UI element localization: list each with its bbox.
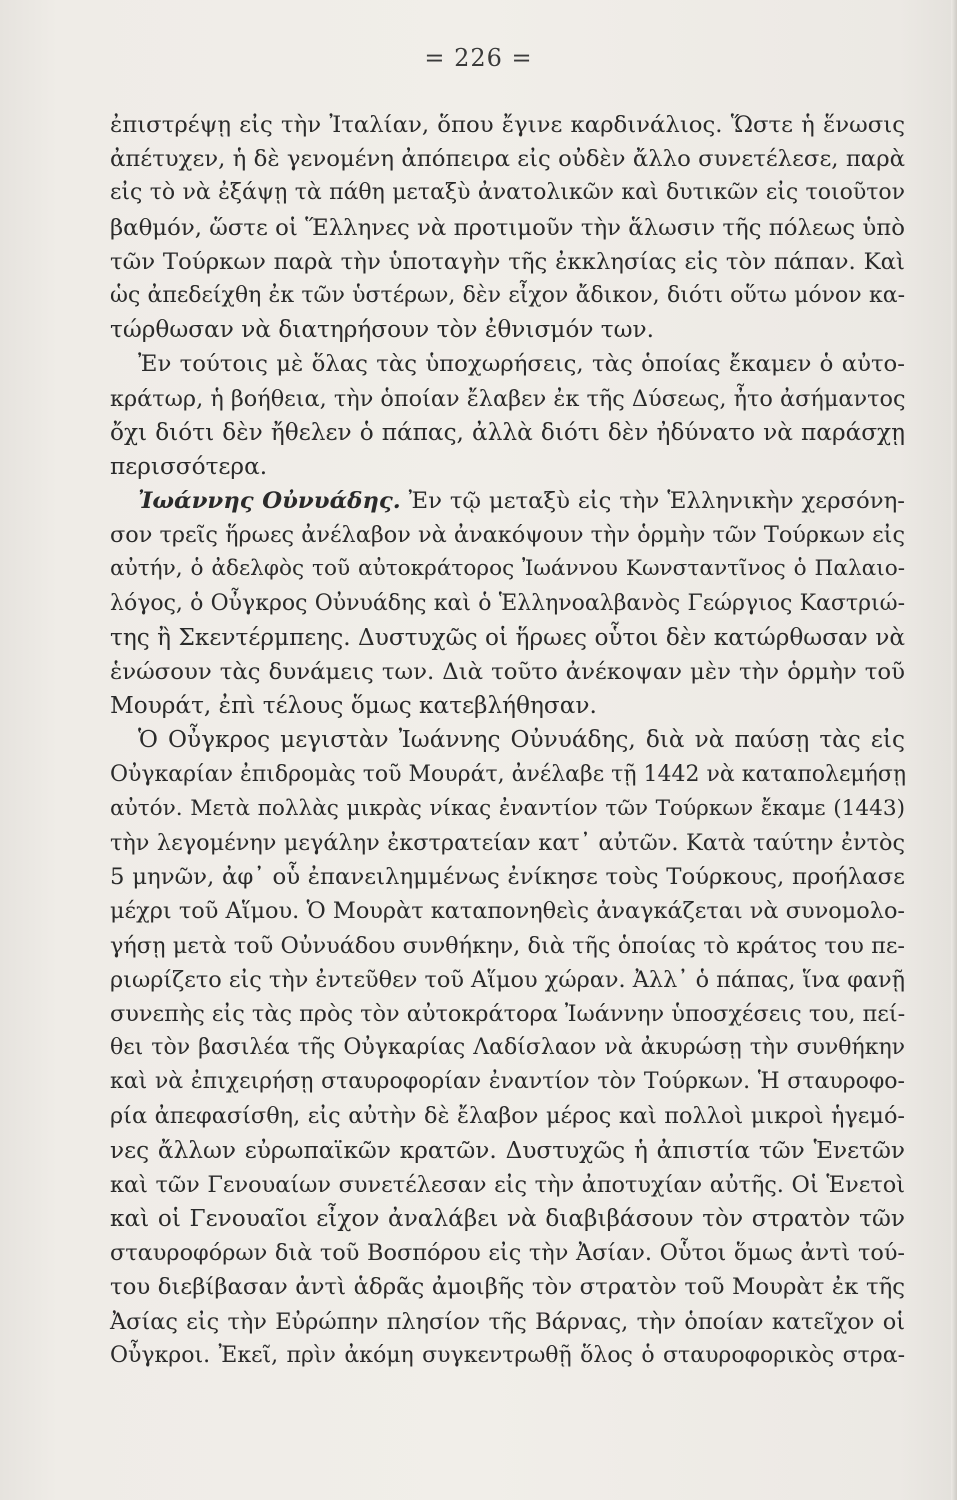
text-line: ρία ἀπεφασίσθη, εἰς αὐτὴν δὲ ἔλαβον μέρος καὶ πολλοὶ μικροὶ ἡγεμό-	[110, 1103, 905, 1130]
text-line: θει τὸν βασιλέα τῆς Οὐγκαρίας Λαδίσλαον νὰ ἀκυρώσῃ τὴν συνθήκην	[110, 1035, 905, 1061]
text-line: τὴν λεγομένην μεγάλην ἐκστρατείαν κατ᾽ αὐτῶν. Κατὰ ταύτην ἐντὸς	[110, 829, 905, 856]
text-line: λόγος, ὁ Οὖγκρος Οὐνυάδης καὶ ὁ Ἑλληνοαλβανὸς Γεώργιος Καστριώ-	[110, 590, 905, 616]
text-line	[110, 484, 905, 518]
text-line: Οὐγκαρίαν ἐπιδρομὰς τοῦ Μουράτ, ἀνέλαβε τῇ 1442 νὰ καταπολεμήσῃ	[110, 761, 907, 787]
text-line: καὶ τῶν Γενουαίων συνετέλεσαν εἰς τὴν ἀποτυχίαν αὐτῆς. Οἱ Ἑνετοὶ	[110, 1171, 905, 1198]
text-line: ἑνώσουν τὰς δυνάμεις των. Διὰ τοῦτο ἀνέκοψαν μὲν τὴν ὁρμὴν τοῦ	[110, 659, 905, 685]
body-text	[110, 108, 905, 1373]
text-line: εἰς τὸ νὰ ἐξάψῃ τὰ πάθη μεταξὺ ἀνατολικῶν καὶ δυτικῶν εἰς τοιοῦτον	[110, 180, 905, 206]
text-line: ὄχι διότι δὲν ἤθελεν ὁ πάπας, ἀλλὰ διότι δὲν ἠδύνατο νὰ παράσχῃ	[110, 418, 905, 446]
text-line: καὶ νὰ ἐπιχειρήσῃ σταυροφορίαν ἐναντίον τὸν Τούρκων. Ἡ σταυροφο-	[110, 1069, 905, 1095]
text-line: βαθμόν, ὥστε οἱ Ἕλληνες νὰ προτιμοῦν τὴν ἅλωσιν τῆς πόλεως ὑπὸ	[110, 214, 905, 241]
section-heading: Ἰωάννης Οὐνυάδης.	[138, 488, 401, 515]
page-number: = 226 =	[424, 44, 533, 72]
text-line: 5 μηνῶν, ἀφ᾽ οὗ ἐπανειλημμένως ἐνίκησε τοὺς Τούρκους, προήλασε	[110, 864, 905, 891]
text-line: ἐπιστρέψῃ εἰς τὴν Ἰταλίαν, ὅπου ἔγινε καρδινάλιος. Ὥστε ἡ ἕνωσις	[110, 112, 905, 138]
text-line: Ἀσίας εἰς τὴν Εὐρώπην πλησίον τῆς Βάρνας, τὴν ὁποίαν κατεῖχον οἱ	[110, 1308, 905, 1335]
text-line: μέχρι τοῦ Αἵμου. Ὁ Μουρὰτ καταπονηθεὶς ἀναγκάζεται νὰ συνομολο-	[110, 898, 905, 925]
text-line: ἀπέτυχεν, ἡ δὲ γενομένη ἀπόπειρα εἰς οὐδὲν ἄλλο συνετέλεσε, παρὰ	[110, 146, 905, 173]
text-line: του διεβίβασαν ἀντὶ ἁδρᾶς ἀμοιβῆς τὸν στρατὸν τοῦ Μουρὰτ ἐκ τῆς	[110, 1274, 905, 1301]
text-line: Μουράτ, ἐπὶ τέλους ὅμως κατεβλήθησαν.	[110, 692, 597, 720]
text-line: ὡς ἀπεδείχθη ἐκ τῶν ὑστέρων, δὲν εἶχον ἄδικον, διότι οὕτω μόνον κα-	[110, 282, 905, 308]
text-line: τῶν Τούρκων παρὰ τὴν ὑποταγὴν τῆς ἐκκλησίας εἰς τὸν πάπαν. Καὶ	[110, 248, 905, 275]
page-edge	[951, 0, 957, 1500]
text-line: σταυροφόρων διὰ τοῦ Βοσπόρου εἰς τὴν Ἀσίαν. Οὗτοι ὅμως ἀντὶ τού-	[110, 1240, 905, 1267]
text-line: σον τρεῖς ἥρωες ἀνέλαβον νὰ ἀνακόψουν τὴν ὁρμὴν τῶν Τούρκων εἰς	[110, 522, 905, 549]
text-line: Ἐν τούτοις μὲ ὅλας τὰς ὑποχωρήσεις, τὰς ὁποίας ἔκαμεν ὁ αὐτο-	[138, 351, 905, 378]
text-line: γήσῃ μετὰ τοῦ Οὐνυάδου συνθήκην, διὰ τῆς ὁποίας τὸ κράτος του πε-	[110, 932, 905, 959]
text-line: κράτωρ, ἡ βοήθεια, τὴν ὁποίαν ἔλαβεν ἐκ τῆς Δύσεως, ἦτο ἀσήμαντος	[110, 385, 906, 412]
text-line: αὐτόν. Μετὰ πολλὰς μικρὰς νίκας ἐναντίον τῶν Τούρκων ἔκαμε (1443)	[110, 795, 905, 821]
text-line: τώρθωσαν νὰ διατηρήσουν τὸν ἐθνισμόν των.	[110, 316, 654, 344]
text-line: ριωρίζετο εἰς τὴν ἐντεῦθεν τοῦ Αἵμου χώραν. Ἀλλ᾽ ὁ πάπας, ἵνα φανῇ	[110, 966, 906, 993]
text-line: περισσότερα.	[110, 452, 268, 480]
text-line-rest: Ἐν τῷ μεταξὺ εἰς τὴν Ἑλληνικὴν χερσόνη-	[408, 488, 905, 515]
text-line: νες ἄλλων εὐρωπαϊκῶν κρατῶν. Δυστυχῶς ἡ ἀπιστία τῶν Ἑνετῶν	[110, 1136, 905, 1164]
text-line: Ὁ Οὖγκρος μεγιστὰν Ἰωάννης Οὐνυάδης, διὰ νὰ παύσῃ τὰς εἰς	[138, 726, 905, 754]
text-line: Οὖγκροι. Ἐκεῖ, πρὶν ἀκόμη συγκεντρωθῇ ὅλος ὁ σταυροφορικὸς στρα-	[110, 1342, 905, 1368]
text-line: καὶ οἱ Γενουαῖοι εἶχον ἀναλάβει νὰ διαβιβάσουν τὸν στρατὸν τῶν	[110, 1205, 905, 1232]
text-line: της ἢ Σκεντέρμπεης. Δυστυχῶς οἱ ἥρωες οὗτοι δὲν κατώρθωσαν νὰ	[110, 623, 905, 651]
text-line: συνεπὴς εἰς τὰς πρὸς τὸν αὐτοκράτορα Ἰωάννην ὑποσχέσεις του, πεί-	[110, 1000, 906, 1027]
text-line: αὐτήν, ὁ ἀδελφὸς τοῦ αὐτοκράτορος Ἰωάννου Κωνσταντῖνος ὁ Παλαιο-	[110, 556, 905, 582]
